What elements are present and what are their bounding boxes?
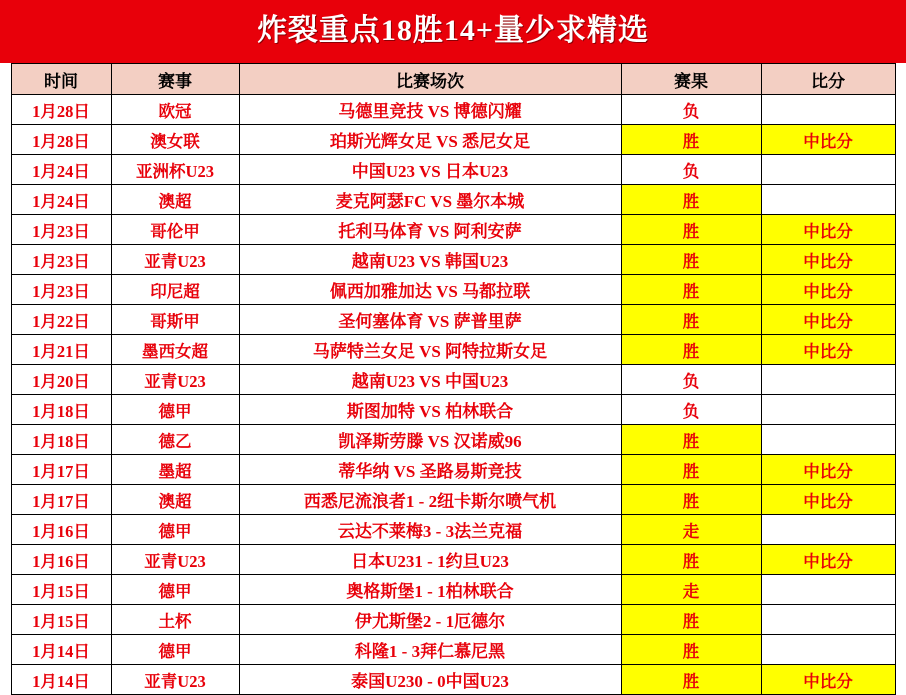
cell-match: 奥格斯堡1 - 1柏林联合 <box>239 575 621 605</box>
cell-time: 1月18日 <box>11 425 111 455</box>
cell-league: 德乙 <box>111 425 239 455</box>
cell-result: 胜 <box>621 545 761 575</box>
cell-score: 中比分 <box>761 335 895 365</box>
cell-time: 1月18日 <box>11 395 111 425</box>
cell-score <box>761 95 895 125</box>
cell-league: 墨超 <box>111 455 239 485</box>
cell-score: 中比分 <box>761 455 895 485</box>
table-row <box>11 515 895 545</box>
cell-result: 负 <box>621 95 761 125</box>
cell-result: 负 <box>621 365 761 395</box>
cell-league: 印尼超 <box>111 275 239 305</box>
cell-time: 1月21日 <box>11 335 111 365</box>
column-header-league: 赛事 <box>111 64 239 95</box>
cell-score <box>761 155 895 185</box>
cell-league: 德甲 <box>111 515 239 545</box>
table-header-row <box>11 64 895 95</box>
table-row <box>11 365 895 395</box>
cell-match: 麦克阿瑟FC VS 墨尔本城 <box>239 185 621 215</box>
cell-score: 中比分 <box>761 125 895 155</box>
cell-league: 亚青U23 <box>111 665 239 695</box>
cell-score <box>761 425 895 455</box>
column-header-time: 时间 <box>11 64 111 95</box>
cell-league: 亚青U23 <box>111 245 239 275</box>
cell-score: 中比分 <box>761 485 895 515</box>
cell-league: 哥伦甲 <box>111 215 239 245</box>
cell-match: 托利马体育 VS 阿利安萨 <box>239 215 621 245</box>
cell-league: 墨西女超 <box>111 335 239 365</box>
cell-time: 1月17日 <box>11 455 111 485</box>
cell-result: 胜 <box>621 605 761 635</box>
cell-score: 中比分 <box>761 245 895 275</box>
cell-score <box>761 515 895 545</box>
cell-score <box>761 365 895 395</box>
table-header <box>11 64 895 95</box>
table-body <box>11 95 895 695</box>
cell-score <box>761 575 895 605</box>
table-row <box>11 245 895 275</box>
cell-score <box>761 395 895 425</box>
cell-result: 胜 <box>621 665 761 695</box>
cell-result: 胜 <box>621 455 761 485</box>
table-row <box>11 635 895 665</box>
table-row <box>11 455 895 485</box>
cell-time: 1月14日 <box>11 635 111 665</box>
table-row <box>11 335 895 365</box>
cell-result: 胜 <box>621 275 761 305</box>
table-row <box>11 395 895 425</box>
table-row <box>11 575 895 605</box>
cell-league: 土杯 <box>111 605 239 635</box>
cell-match: 马萨特兰女足 VS 阿特拉斯女足 <box>239 335 621 365</box>
table-row <box>11 545 895 575</box>
cell-match: 珀斯光辉女足 VS 悉尼女足 <box>239 125 621 155</box>
cell-result: 负 <box>621 155 761 185</box>
table-row <box>11 185 895 215</box>
table-row <box>11 95 895 125</box>
cell-time: 1月24日 <box>11 185 111 215</box>
page-title: 炸裂重点18胜14+量少求精选 <box>0 0 906 63</box>
cell-result: 胜 <box>621 125 761 155</box>
cell-match: 凯泽斯劳滕 VS 汉诺威96 <box>239 425 621 455</box>
cell-score <box>761 635 895 665</box>
cell-score: 中比分 <box>761 665 895 695</box>
cell-match: 越南U23 VS 中国U23 <box>239 365 621 395</box>
cell-league: 澳超 <box>111 485 239 515</box>
cell-league: 亚青U23 <box>111 545 239 575</box>
cell-league: 德甲 <box>111 635 239 665</box>
cell-time: 1月16日 <box>11 515 111 545</box>
table-row <box>11 605 895 635</box>
cell-result: 胜 <box>621 215 761 245</box>
cell-time: 1月23日 <box>11 245 111 275</box>
cell-match: 斯图加特 VS 柏林联合 <box>239 395 621 425</box>
cell-score <box>761 185 895 215</box>
cell-match: 中国U23 VS 日本U23 <box>239 155 621 185</box>
match-results-table <box>11 63 896 695</box>
cell-time: 1月17日 <box>11 485 111 515</box>
table-row <box>11 275 895 305</box>
cell-time: 1月23日 <box>11 275 111 305</box>
table-row <box>11 155 895 185</box>
cell-score: 中比分 <box>761 215 895 245</box>
cell-league: 德甲 <box>111 575 239 605</box>
cell-league: 欧冠 <box>111 95 239 125</box>
cell-match: 马德里竞技 VS 博德闪耀 <box>239 95 621 125</box>
cell-time: 1月23日 <box>11 215 111 245</box>
table-row <box>11 485 895 515</box>
cell-score: 中比分 <box>761 305 895 335</box>
cell-score: 中比分 <box>761 545 895 575</box>
cell-league: 亚洲杯U23 <box>111 155 239 185</box>
cell-match: 伊尤斯堡2 - 1厄德尔 <box>239 605 621 635</box>
cell-match: 越南U23 VS 韩国U23 <box>239 245 621 275</box>
cell-match: 圣何塞体育 VS 萨普里萨 <box>239 305 621 335</box>
cell-time: 1月16日 <box>11 545 111 575</box>
cell-match: 科隆1 - 3拜仁慕尼黑 <box>239 635 621 665</box>
cell-match: 佩西加雅加达 VS 马都拉联 <box>239 275 621 305</box>
column-header-match: 比赛场次 <box>239 64 621 95</box>
cell-time: 1月28日 <box>11 95 111 125</box>
cell-time: 1月15日 <box>11 605 111 635</box>
cell-time: 1月22日 <box>11 305 111 335</box>
cell-match: 云达不莱梅3 - 3法兰克福 <box>239 515 621 545</box>
cell-league: 德甲 <box>111 395 239 425</box>
table-row <box>11 125 895 155</box>
table-row <box>11 215 895 245</box>
cell-score: 中比分 <box>761 275 895 305</box>
cell-result: 胜 <box>621 425 761 455</box>
cell-result: 胜 <box>621 485 761 515</box>
cell-time: 1月24日 <box>11 155 111 185</box>
cell-result: 胜 <box>621 305 761 335</box>
cell-time: 1月20日 <box>11 365 111 395</box>
cell-league: 澳超 <box>111 185 239 215</box>
cell-result: 胜 <box>621 245 761 275</box>
cell-match: 日本U231 - 1约旦U23 <box>239 545 621 575</box>
cell-result: 胜 <box>621 635 761 665</box>
cell-match: 泰国U230 - 0中国U23 <box>239 665 621 695</box>
cell-score <box>761 605 895 635</box>
table-row <box>11 665 895 695</box>
cell-league: 哥斯甲 <box>111 305 239 335</box>
cell-time: 1月15日 <box>11 575 111 605</box>
cell-match: 蒂华纳 VS 圣路易斯竞技 <box>239 455 621 485</box>
cell-result: 负 <box>621 395 761 425</box>
cell-league: 亚青U23 <box>111 365 239 395</box>
table-row <box>11 425 895 455</box>
cell-result: 走 <box>621 515 761 545</box>
cell-match: 西悉尼流浪者1 - 2纽卡斯尔喷气机 <box>239 485 621 515</box>
column-header-result: 赛果 <box>621 64 761 95</box>
cell-result: 胜 <box>621 335 761 365</box>
cell-result: 胜 <box>621 185 761 215</box>
cell-league: 澳女联 <box>111 125 239 155</box>
column-header-score: 比分 <box>761 64 895 95</box>
cell-time: 1月28日 <box>11 125 111 155</box>
cell-time: 1月14日 <box>11 665 111 695</box>
table-row <box>11 305 895 335</box>
cell-result: 走 <box>621 575 761 605</box>
